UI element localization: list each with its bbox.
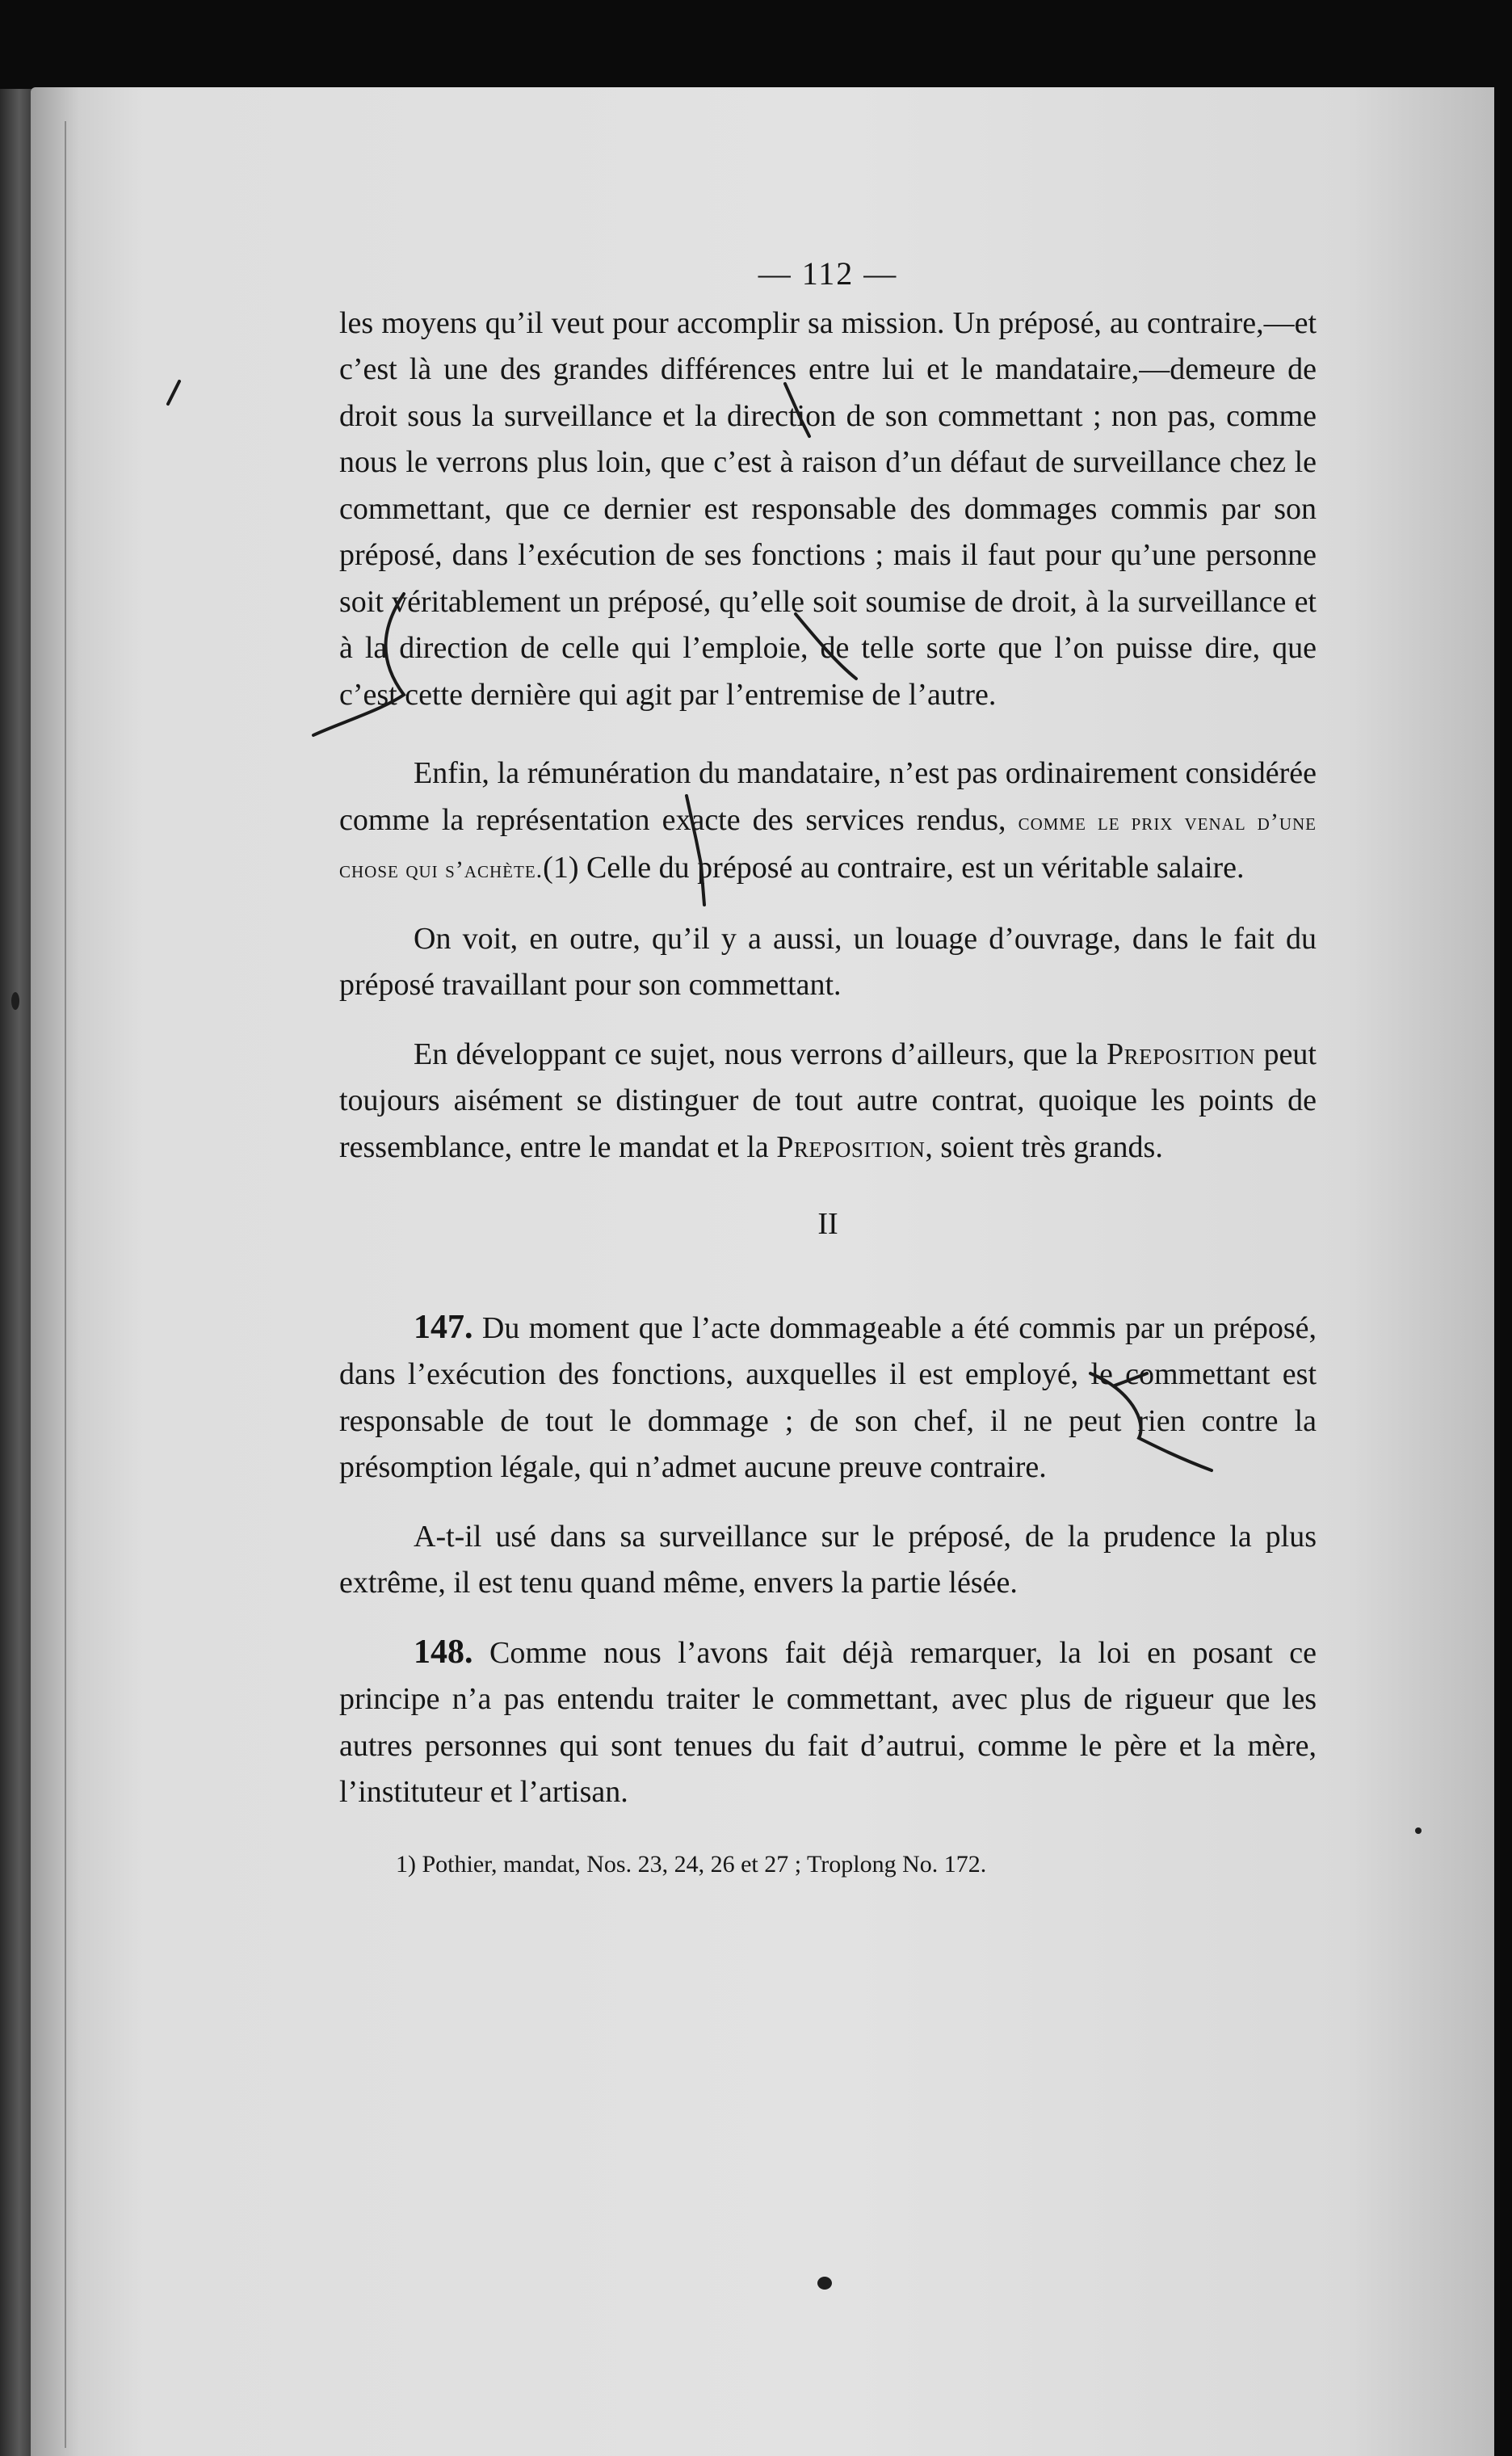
crack-mark-branch [1115,1373,1147,1386]
margin-tick-mark [168,381,179,404]
crack-mark [1090,1373,1212,1470]
section-heading: II [817,1207,838,1241]
bracket-mark-left [313,594,404,735]
vertical-mark [687,796,704,905]
article-number-148: 148. [414,1633,473,1671]
footnote: 1) Pothier, mandat, Nos. 23, 24, 26 et 27 ; Troplong No. 172. [396,1850,987,1878]
margin-dot [11,992,19,1010]
ink-blot [817,2277,832,2290]
strike-mark-droit [785,384,809,436]
small-dot [1415,1827,1422,1834]
paragraph-preposed-supervision: les moyens qu’il veut pour accomplir sa mission. Un préposé, au contraire,—et c’est là une des grandes différences entre lui et le mandataire,—demeure de droit sous la surveillance et la direction de son commettant ; non pas, comme nous le verrons plus loin, que c’est à raison d’un défaut de surveillance chez le commettant, que ce dernier est responsable des dommages commis par son préposé, dans l’exécution de ses fonctions ; mais il faut pour qu’une personne soit véritablement un préposé, qu’elle soit soumise de droit, à la surveillance et à la direction de celle qui l’emploie, de telle sorte que l’on puisse dire, que c’est cette dernière qui agit par l’entremise de l’autre. [339,305,1317,712]
paragraph-preposition-mid: peut toujours aisément se distinguer de tout autre contrat, quoique les points de ressemblance, entre le mandat et la [339,1037,1317,1164]
paragraph-prudence: A-t-il usé dans sa surveillance sur le préposé, de la prudence la plus extrême, il est tenu quand même, envers la partie lésée. [339,1519,1317,1600]
paragraph-remuneration-end: (1) Celle du préposé au contraire, est un véritable salaire. [543,851,1245,885]
preposition-term-2: Preposition [776,1129,926,1164]
paragraph-louage: On voit, en outre, qu’il y a aussi, un louage d’ouvrage, dans le fait du préposé travaillant pour son commettant. [339,921,1317,1002]
preposition-term-1: Preposition [1106,1037,1256,1071]
strike-mark-soumise [796,614,856,679]
paragraph-preposition-end: , soient très grands. [925,1129,1163,1164]
paragraph-preposition-start: En développant ce sujet, nous verrons d’ailleurs, que la [414,1037,1107,1071]
article-number-147: 147. [414,1308,473,1346]
small-caps-phrase: comme le prix venal d’une chose qui s’achète. [339,808,1317,883]
paragraph-remuneration-text: Enfin, la rémunération du mandataire, n’est pas ordinairement considérée comme la représentation exacte des services rendus, [339,756,1317,837]
paragraph-147-text: Du moment que l’acte dommageable a été commis par un préposé, dans l’exécution des fonctions, auxquelles il est employé, le commettant est responsable de tout le dommage ; de son chef, il ne peut rien contre la présomption légale, qui n’admet aucune preuve contraire. [339,1310,1317,1484]
page-number: — 112 — [758,255,898,292]
paragraph-148-text: Comme nous l’avons fait déjà remarquer, la loi en posant ce principe n’a pas entendu traiter le commettant, avec plus de rigueur que les autres personnes qui sont tenues du fait d’autrui, comme le père et la mère, l’instituteur et l’artisan. [339,1635,1317,1809]
